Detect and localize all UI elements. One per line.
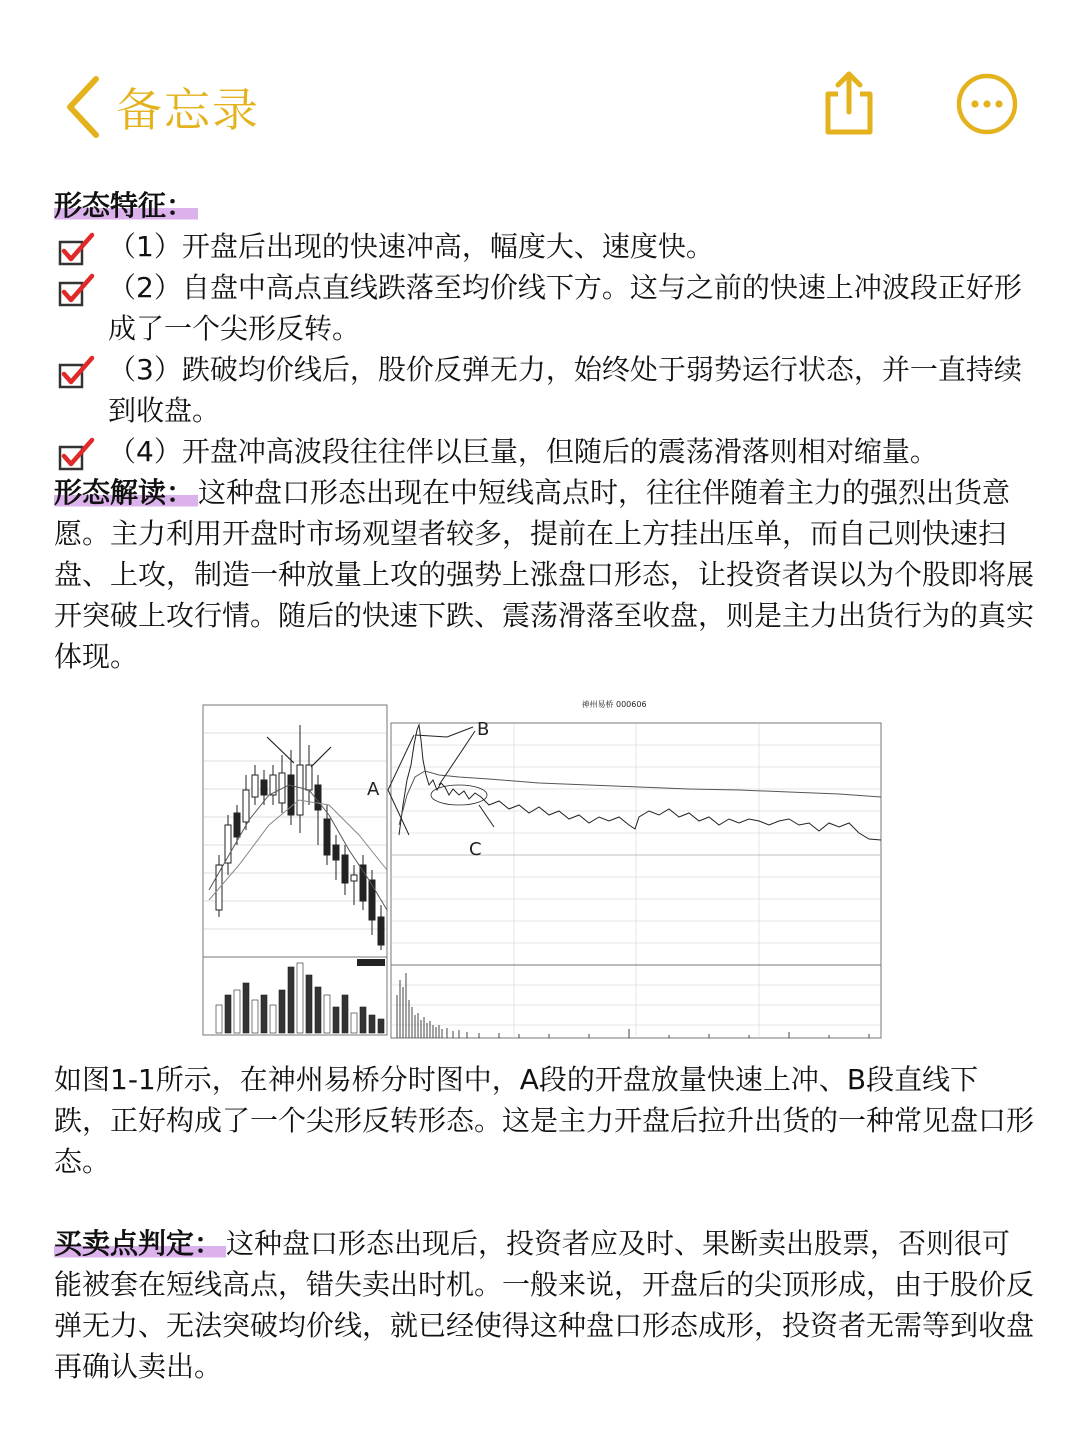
back-label: 备忘录 <box>116 83 260 137</box>
feature-item-3 <box>54 349 1034 431</box>
share-icon[interactable] <box>818 70 880 136</box>
navigation-bar <box>0 0 1080 170</box>
feature-text-2: （2）自盘中高点直线跌落至均价线下方。这与之前的快速上冲波段正好形成了一个尖形反转。 <box>108 271 1022 345</box>
trading-point-text: 这种盘口形态出现后，投资者应及时、果断卖出股票，否则很可能被套在短线高点，错失卖出时机。一般来说，开盘后的尖顶形成，由于股价反弹无力、无法突破均价线，就已经使得这种盘口形态成形，投资者无需等到收盘再确认卖出。 <box>54 1227 1035 1383</box>
feature-text-3: （3）跌破均价线后，股价反弹无力，始终处于弱势运行状态，并一直持续到收盘。 <box>108 353 1022 427</box>
section-trading-point <box>54 1223 1034 1387</box>
checkbox-checked-icon <box>58 273 96 307</box>
section-interpretation <box>54 472 1034 677</box>
ellipsis-circle-icon[interactable] <box>955 72 1019 136</box>
features-heading: 形态特征： <box>54 189 198 222</box>
chevron-left-icon <box>62 75 106 139</box>
interpretation-text: 这种盘口形态出现在中短线高点时，往往伴随着主力的强烈出货意愿。主力利用开盘时市场观望者较多，提前在上方挂出压单，而自己则快速扫盘、上攻，制造一种放量上攻的强势上涨盘口形态，让投资者误以为个股即将展开突破上攻行情。随后的快速下跌、震荡滑落至收盘，则是主力出货行为的真实体现。 <box>54 476 1035 673</box>
note-body[interactable] <box>54 185 1034 1387</box>
checkbox-checked-icon <box>58 355 96 389</box>
chart-label-b: B <box>477 719 490 740</box>
feature-item-4 <box>54 431 1034 472</box>
chart-label-c: C <box>469 839 482 860</box>
feature-text-1: （1）开盘后出现的快速冲高，幅度大、速度快。 <box>108 230 714 263</box>
stock-title: 神州易桥 000606 <box>581 700 647 709</box>
back-button[interactable] <box>62 72 292 142</box>
feature-text-4: （4）开盘冲高波段往往伴以巨量，但随后的震荡滑落则相对缩量。 <box>108 435 938 468</box>
checkbox-checked-icon <box>58 437 96 471</box>
interpretation-heading: 形态解读： <box>54 476 198 509</box>
blank-line <box>54 1182 1034 1223</box>
feature-item-1 <box>54 226 1034 267</box>
checkbox-checked-icon <box>58 232 96 266</box>
figure-caption: 如图1-1所示，在神州易桥分时图中，A段的开盘放量快速上冲、B段直线下跌，正好构成了一个尖形反转形态。这是主力开盘后拉升出货的一种常见盘口形态。 <box>54 1063 1035 1178</box>
chart-label-a: A <box>367 779 380 800</box>
feature-item-2 <box>54 267 1034 349</box>
stock-chart-figure <box>189 695 909 1045</box>
section-features <box>54 185 1034 226</box>
trading-point-heading: 买卖点判定： <box>54 1227 226 1260</box>
stock-chart-image <box>189 695 909 1045</box>
